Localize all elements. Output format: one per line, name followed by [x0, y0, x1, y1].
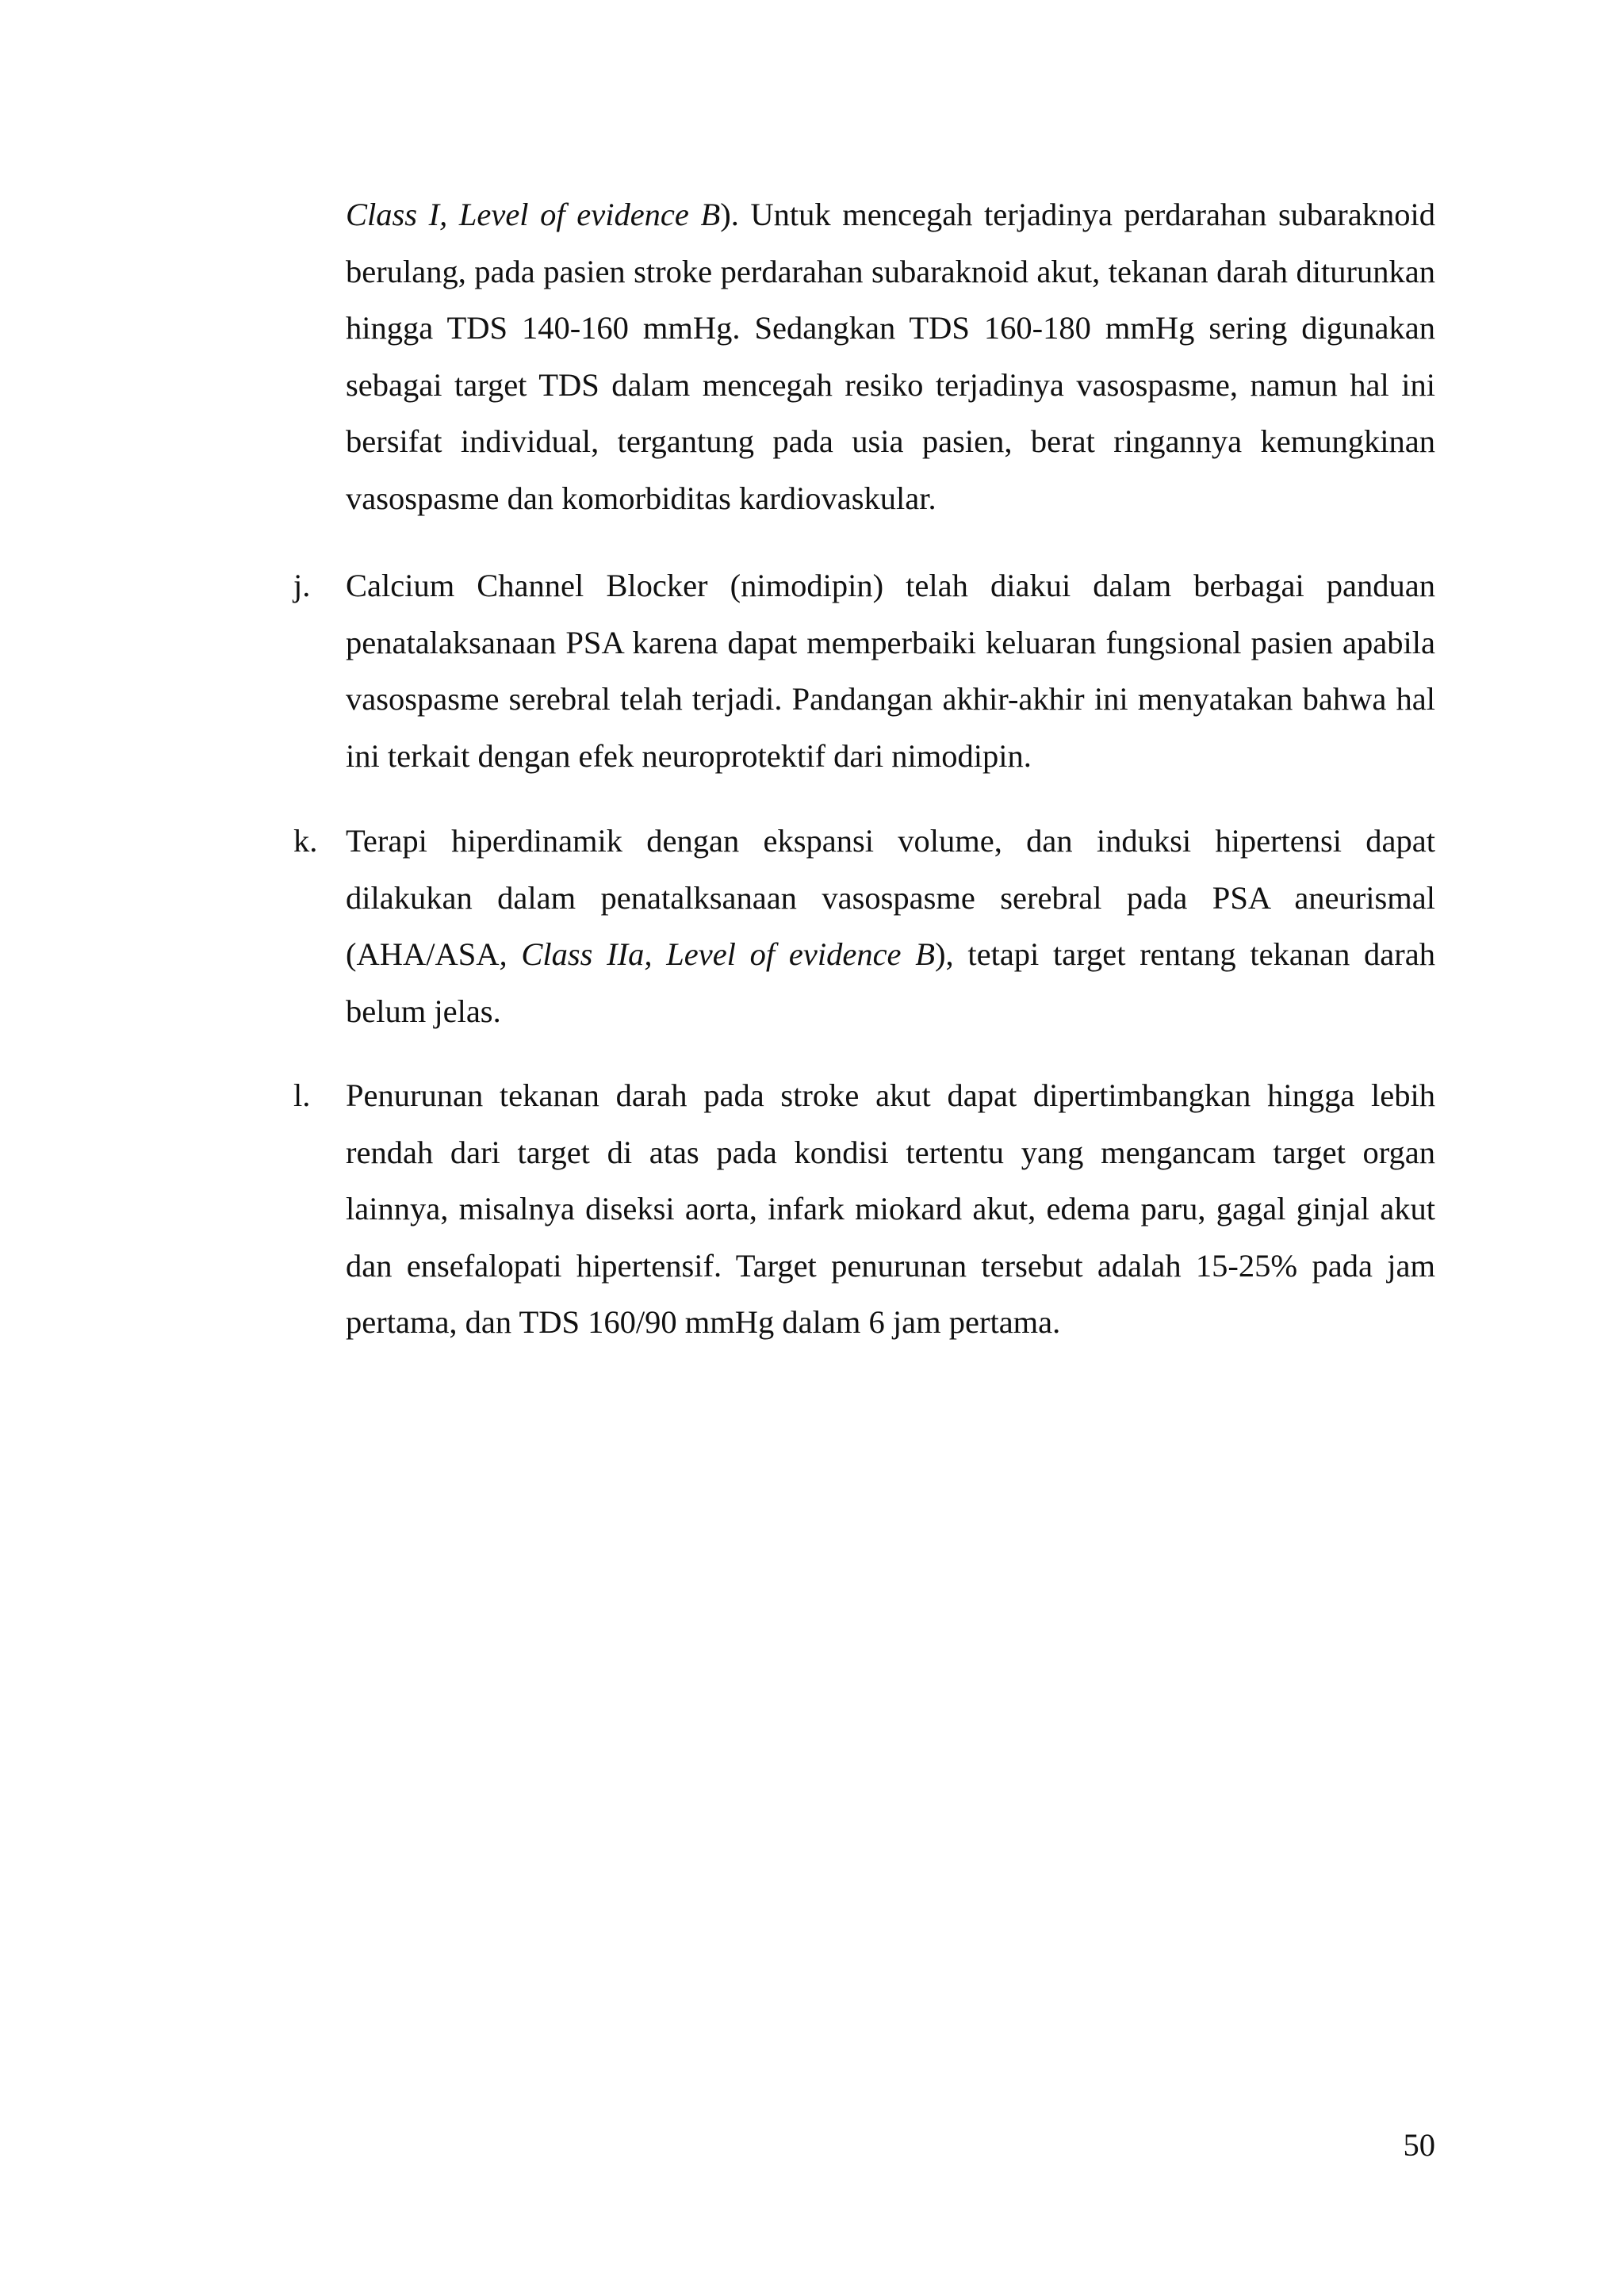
paragraph-continuation: [346, 186, 1435, 526]
paragraph-continuation-text: ). Untuk mencegah terjadinya perdarahan subaraknoid berulang, pada pasien stroke perdarahan subaraknoid akut, tekanan darah diturunkan hingga TDS 140-160 mmHg. Sedangkan TDS 160-180 mmHg sering digunakan sebagai target TDS dalam mencegah resiko terjadinya vasospasme, namun hal ini bersifat individual, tergantung pada usia pasien, berat ringannya kemungkinan vasospasme dan komorbiditas kardiovaskular.: [346, 197, 1435, 516]
list-marker-l: l.: [293, 1077, 311, 1113]
list-text-k: [346, 813, 1435, 1039]
list-text-k-before: Terapi hiperdinamik dengan ekspansi volume, dan induksi hipertensi dapat dilakukan dalam penatalksanaan vasospasme serebral pada PSA aneurismal (AHA/ASA: [346, 823, 1435, 972]
list-marker-k: k.: [293, 823, 318, 859]
list-marker-j: j.: [293, 568, 311, 603]
list-text-l: Penurunan tekanan darah pada stroke akut dapat dipertimbangkan hingga lebih rendah dari target di atas pada kondisi tertentu yang mengancam target organ lainnya, misalnya diseksi aorta, infark miokard akut, edema paru, gagal ginjal akut dan ensefalopati hipertensif. Target penurunan tersebut adalah 15-25% pada jam pertama, dan TDS 160/90 mmHg dalam 6 jam pertama.: [346, 1077, 1435, 1340]
list-text-k-after: ), tetapi target rentang tekanan darah belum jelas.: [346, 936, 1435, 1029]
list-text-k-italic: , Class IIa, Level of evidence B: [499, 936, 935, 972]
list-text-j: Calcium Channel Blocker (nimodipin) telah diakui dalam berbagai panduan penatalaksanaan PSA karena dapat memperbaiki keluaran fungsional pasien apabila vasospasme serebral telah terjadi. Pandangan akhir-akhir ini menyatakan bahwa hal ini terkait dengan efek neuroprotektif dari nimodipin.: [346, 568, 1435, 774]
page-number: 50: [1403, 2127, 1435, 2163]
evidence-class-italic: Class I, Level of evidence B: [346, 197, 721, 232]
